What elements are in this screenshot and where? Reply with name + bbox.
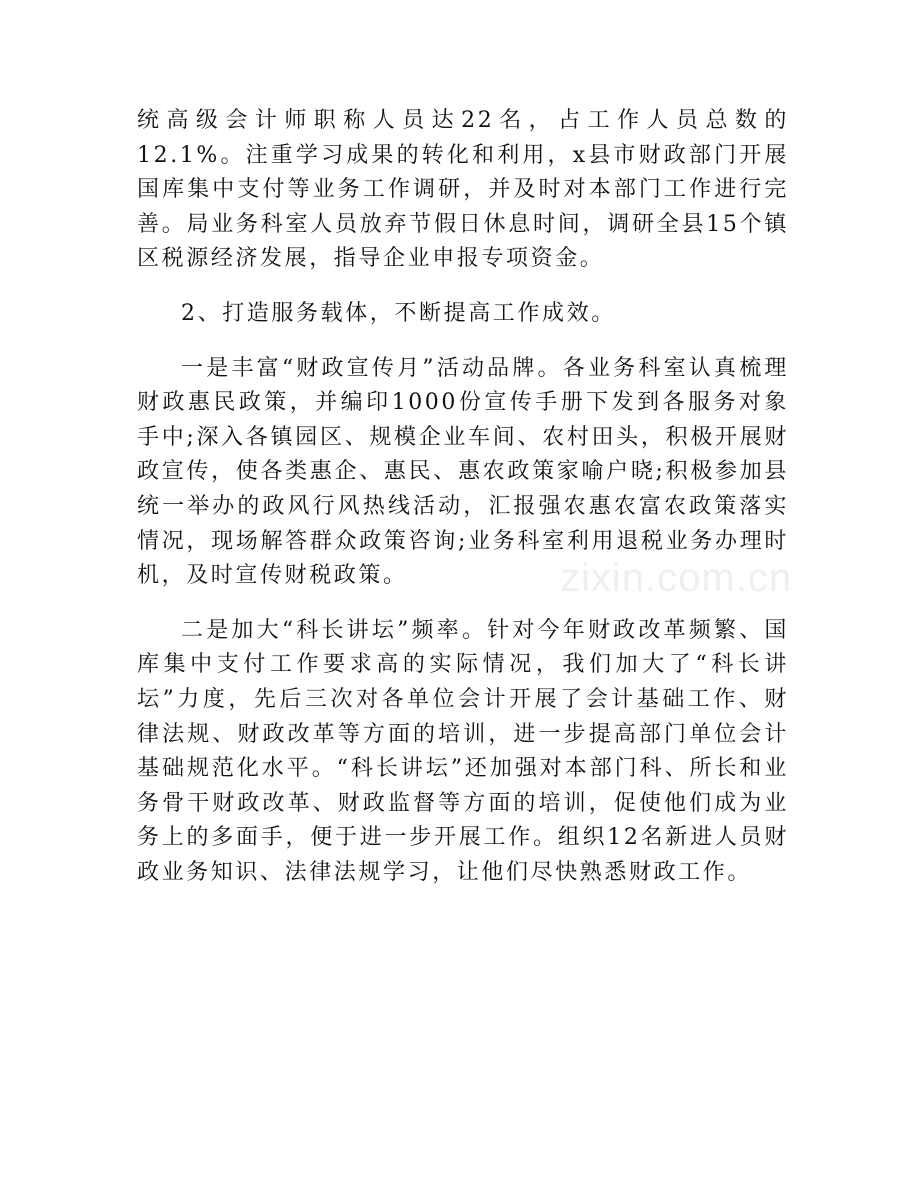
paragraph-lecture-forum: 二是加大“科长讲坛”频率。针对今年财政改革频繁、国库集中支付工作要求高的实际情况，我们加大了“科长讲坛”力度，先后三次对各单位会计开展了会计基础工作、财律法规、财政改革等方面的培训，进一步提高部门单位会计基础规范化水平。“科长讲坛”还加强对本部门科、所长和业务骨干财政改革、财政监督等方面的培训，促使他们成为业务上的多面手，便于进一步开展工作。组织12名新进人员财政业务知识、法律法规学习，让他们尽快熟悉财政工作。 xyxy=(137,617,789,885)
document-page xyxy=(137,104,789,890)
paragraph-continuation: 统高级会计师职称人员达22名，占工作人员总数的12.1%。注重学习成果的转化和利用，x县市财政部门开展国库集中支付等业务工作调研，并及时对本部门工作进行完善。局业务科室人员放弃节假日休息时间，调研全县15个镇区税源经济发展，指导企业申报专项资金。 xyxy=(137,108,789,272)
watermark: zixin.com.cn xyxy=(560,556,793,600)
paragraph-publicity-month: 一是丰富“财政宣传月”活动品牌。各业务科室认真梳理财政惠民政策，并编印1000份宣传手册下发到各服务对象手中;深入各镇园区、规模企业车间、农村田头，积极开展财政宣传，使各类惠企、惠民、惠农政策家喻户晓;积极参加县统一举办的政风行风热线活动，汇报强农惠农富农政策落实情况，现场解答群众政策咨询;业务科室利用退税业务办理时机，及时宣传财税政策。 xyxy=(137,355,789,589)
section-heading: 2、打造服务载体，不断提高工作成效。 xyxy=(181,300,616,326)
